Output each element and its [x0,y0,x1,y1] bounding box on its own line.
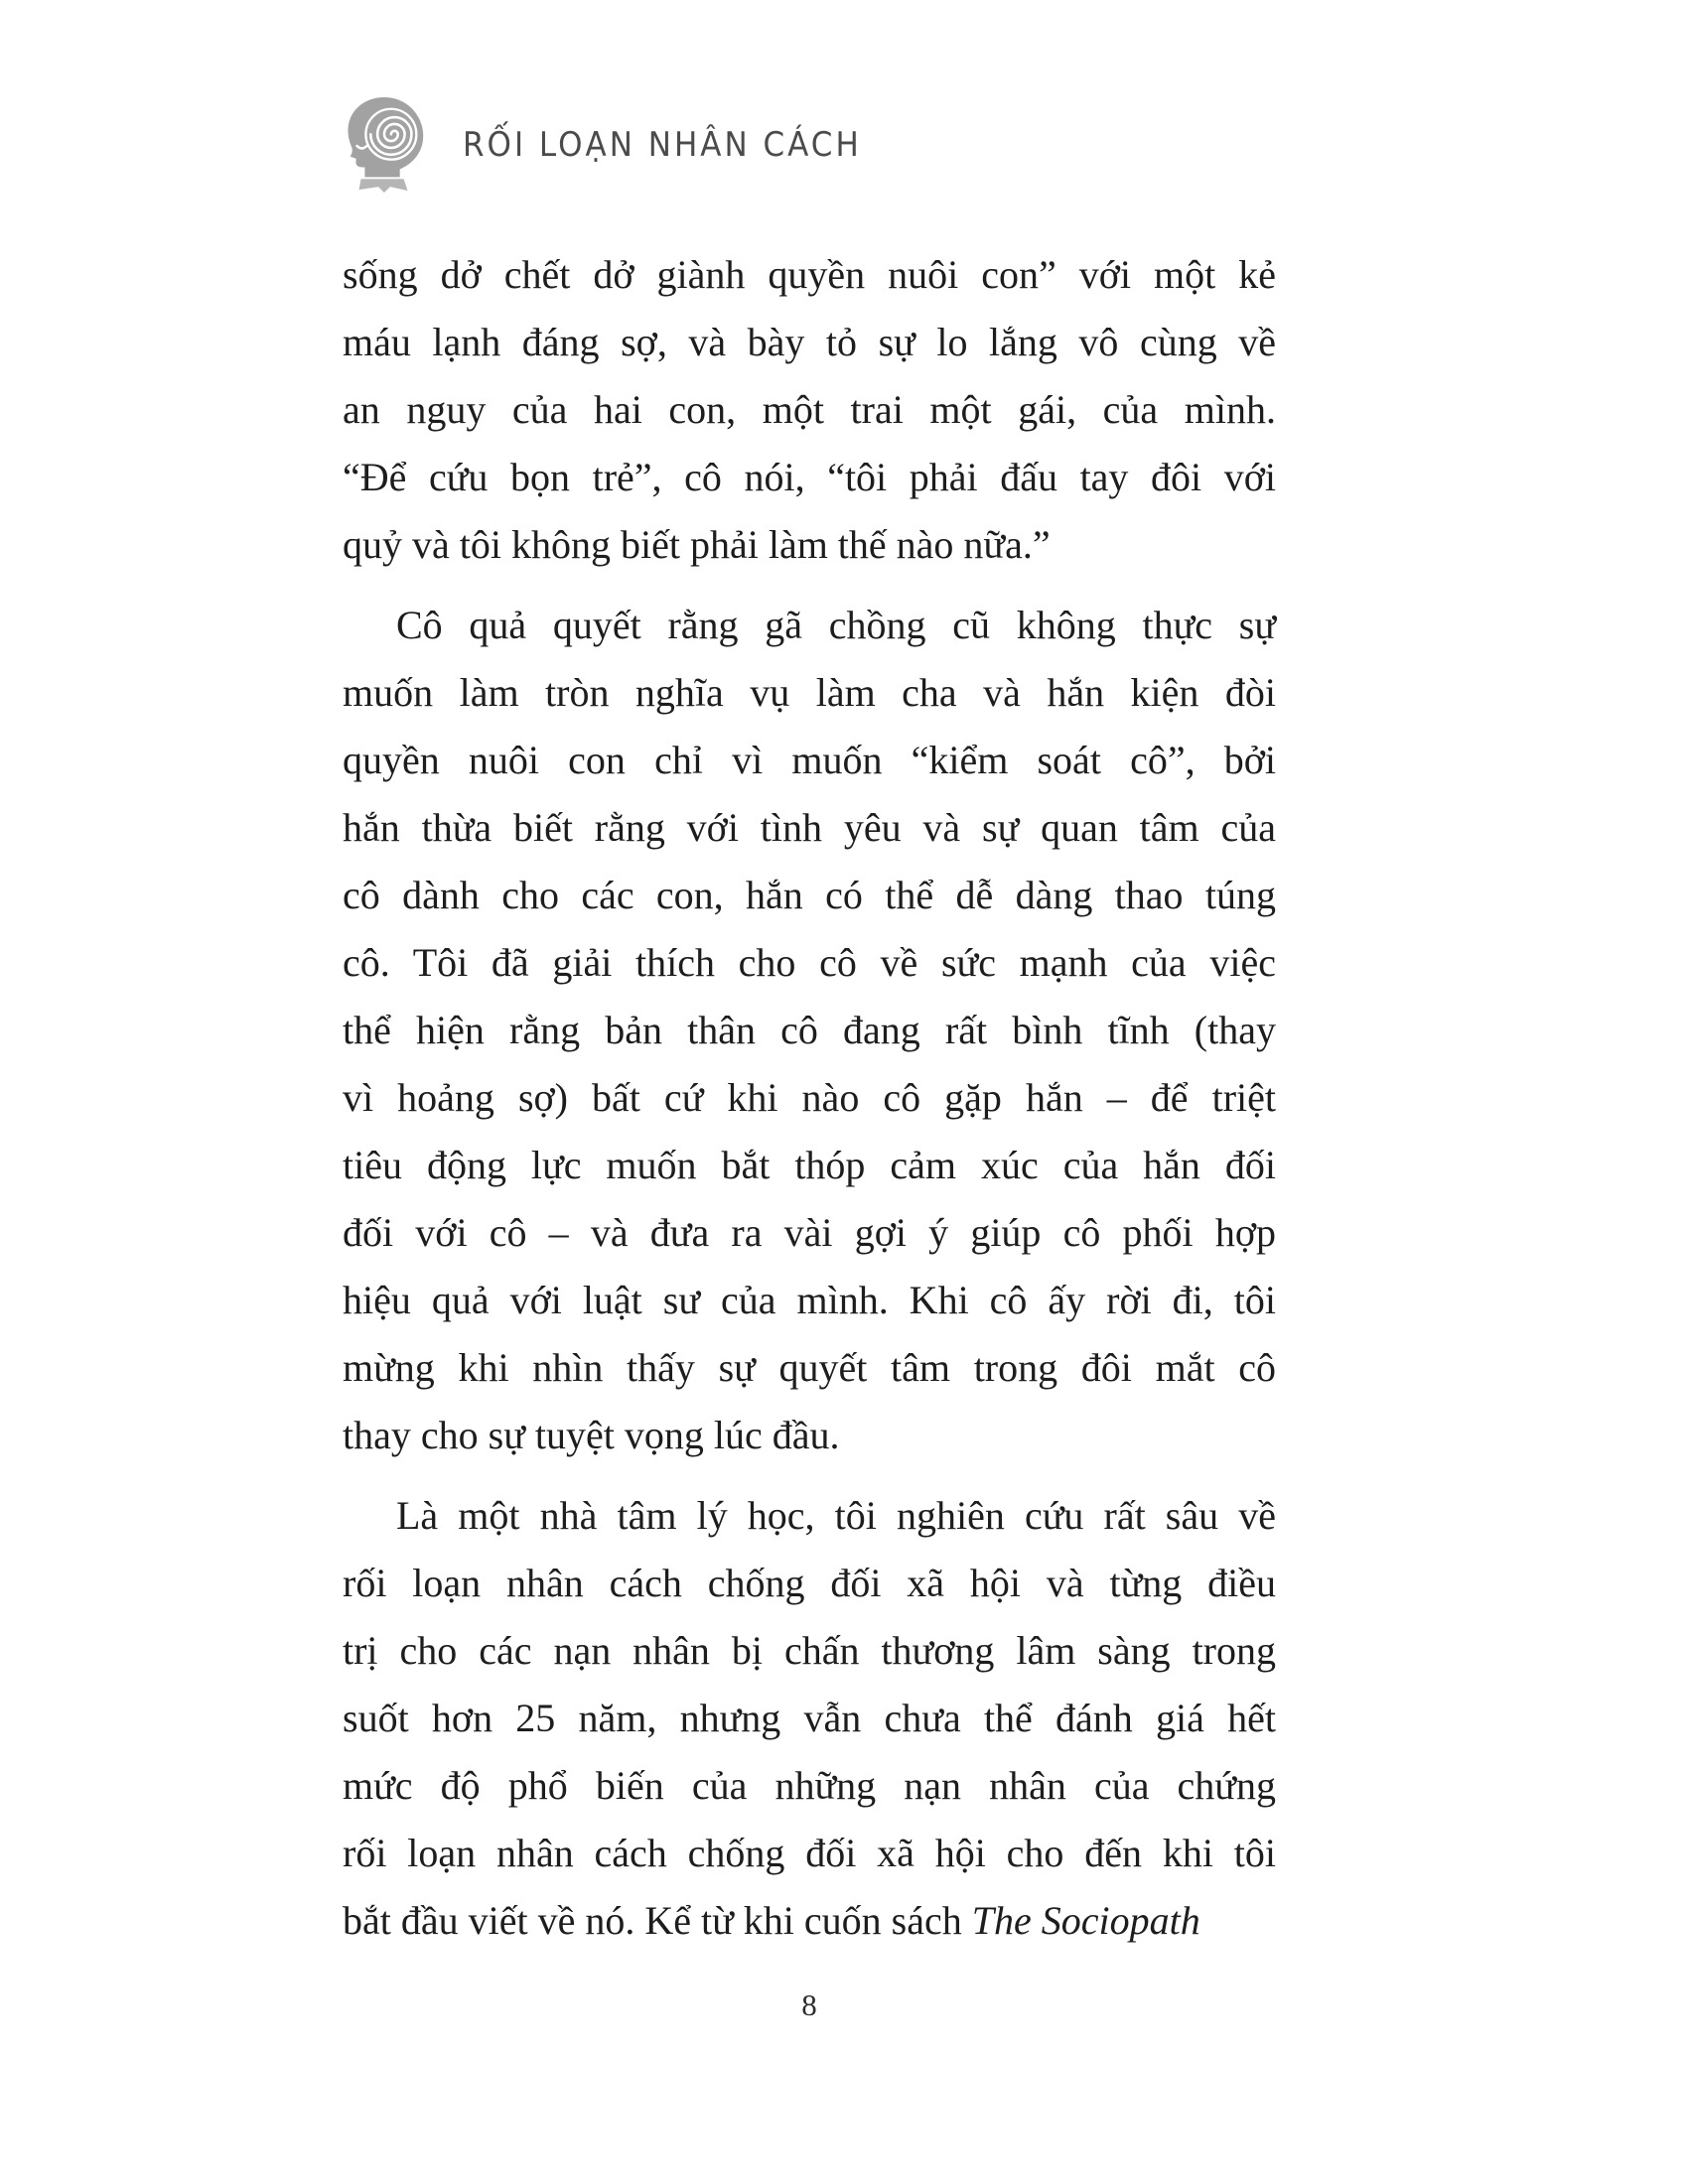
text-segment: mức độ phổ biến của những nạn nhân của chứng [343,1763,1276,1808]
text-segment: an nguy của hai con, một trai một gái, của mình. [343,387,1276,432]
text-line [343,1820,1276,1887]
book-title-italic: The Sociopath [971,1898,1200,1943]
text-line [343,794,1276,862]
text-line [343,1482,1276,1550]
text-line [343,1550,1276,1617]
chapter-header [336,95,862,195]
text-line [343,1402,1276,1469]
text-segment: trị cho các nạn nhân bị chấn thương lâm sàng trong [343,1628,1276,1673]
paragraph [343,1482,1276,1955]
text-line [343,444,1276,511]
text-line [343,1887,1276,1955]
text-line [343,592,1276,659]
text-segment: sống dở chết dở giành quyền nuôi con” với một kẻ [343,252,1276,297]
text-segment: bắt đầu viết về nó. Kể từ khi cuốn sách [343,1898,972,1943]
text-segment: thay cho sự tuyệt vọng lúc đầu. [343,1413,840,1457]
text-line [343,659,1276,727]
page-footer [343,1987,1276,2023]
text-segment: mừng khi nhìn thấy sự quyết tâm trong đôi mắt cô [343,1345,1276,1390]
text-segment: Là một nhà tâm lý học, tôi nghiên cứu rất sâu về [396,1493,1276,1538]
text-line [343,1334,1276,1402]
text-segment: cô dành cho các con, hắn có thể dễ dàng thao túng [343,873,1276,917]
text-line [343,241,1276,309]
text-line [343,1617,1276,1685]
text-line [343,727,1276,794]
text-segment: rối loạn nhân cách chống đối xã hội cho đến khi tôi [343,1831,1276,1875]
page-number: 8 [801,1987,817,2022]
text-segment: quỷ và tôi không biết phải làm thế nào nữa.” [343,522,1051,567]
text-line [343,1752,1276,1820]
text-line [343,997,1276,1064]
text-line [343,1199,1276,1267]
head-spiral-logo-icon [336,95,433,195]
text-segment: “Để cứu bọn trẻ”, cô nói, “tôi phải đấu tay đôi với [343,455,1276,499]
text-segment: thể hiện rằng bản thân cô đang rất bình tĩnh (thay [343,1008,1276,1052]
text-segment: tiêu động lực muốn bắt thóp cảm xúc của hắn đối [343,1143,1276,1187]
text-segment: rối loạn nhân cách chống đối xã hội và từng điều [343,1561,1276,1605]
paragraph [343,241,1276,579]
text-segment: quyền nuôi con chỉ vì muốn “kiểm soát cô”, bởi [343,738,1276,782]
text-line [343,1064,1276,1132]
chapter-title: RỐI LOẠN NHÂN CÁCH [463,125,862,165]
text-segment: suốt hơn 25 năm, nhưng vẫn chưa thể đánh giá hết [343,1696,1276,1740]
text-line [343,511,1276,579]
text-segment: hiệu quả với luật sư của mình. Khi cô ấy rời đi, tôi [343,1278,1276,1322]
text-segment: cô. Tôi đã giải thích cho cô về sức mạnh của việc [343,940,1276,985]
text-line [343,1132,1276,1199]
paragraph [343,592,1276,1469]
text-segment: máu lạnh đáng sợ, và bày tỏ sự lo lắng vô cùng về [343,320,1276,364]
text-segment: hắn thừa biết rằng với tình yêu và sự quan tâm của [343,805,1276,850]
text-line [343,1685,1276,1752]
text-segment: đối với cô – và đưa ra vài gợi ý giúp cô phối hợp [343,1210,1276,1255]
body-text [343,241,1276,1955]
text-segment: vì hoảng sợ) bất cứ khi nào cô gặp hắn – để triệt [343,1075,1276,1120]
text-line [343,862,1276,929]
text-line [343,1267,1276,1334]
text-line [343,376,1276,444]
text-segment: Cô quả quyết rằng gã chồng cũ không thực sự [396,603,1276,647]
text-segment: muốn làm tròn nghĩa vụ làm cha và hắn kiện đòi [343,670,1276,715]
text-line [343,929,1276,997]
text-line [343,309,1276,376]
